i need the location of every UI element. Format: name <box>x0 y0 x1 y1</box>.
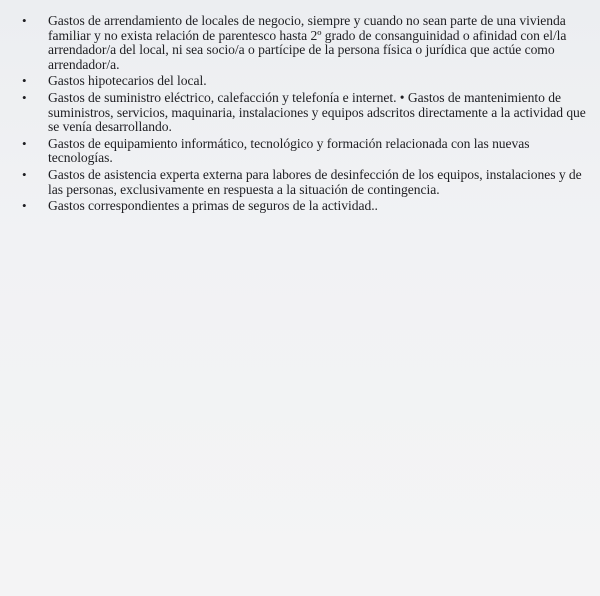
list-item-it-equipment <box>0 137 600 166</box>
expense-bullet-list <box>0 14 600 216</box>
list-item-text: Gastos de asistencia experta externa para labores de desinfección de los equipos, instalaciones y de las personas, exclusivamente en respuesta a la situación de contingencia. <box>48 166 582 197</box>
list-item-mortgage <box>0 74 600 89</box>
list-item-text: Gastos de suministro eléctrico, calefacción y telefonía e internet. • Gastos de mantenimiento de suministros, servicios, maquinaria, instalaciones y equipos adscritos directamente a la actividad que se venía desarrollando. <box>48 89 586 135</box>
bullet-marker: • <box>22 198 27 214</box>
list-item-text: Gastos de arrendamiento de locales de negocio, siempre y cuando no sean parte de una vivienda familiar y no exista relación de parentesco hasta 2º grado de consanguinidad o afinidad con el/la arrendador/a del local, ni sea socio/a o partícipe de la persona física o jurídica que actúe como arrendador/a. <box>48 13 567 72</box>
list-item-text: Gastos correspondientes a primas de seguros de la actividad.. <box>48 198 378 214</box>
list-item-text: Gastos hipotecarios del local. <box>48 73 207 89</box>
bullet-marker: • <box>22 73 27 89</box>
list-item-text: Gastos de equipamiento informático, tecnológico y formación relacionada con las nuevas tecnologías. <box>48 135 530 166</box>
bullet-marker: • <box>22 13 27 28</box>
list-item-disinfection <box>0 168 600 197</box>
list-item-utilities <box>0 91 600 135</box>
bullet-marker: • <box>22 89 27 105</box>
list-item-rental <box>0 14 600 72</box>
bullet-marker: • <box>22 135 27 151</box>
bullet-marker: • <box>22 166 27 182</box>
list-item-insurance <box>0 199 600 214</box>
